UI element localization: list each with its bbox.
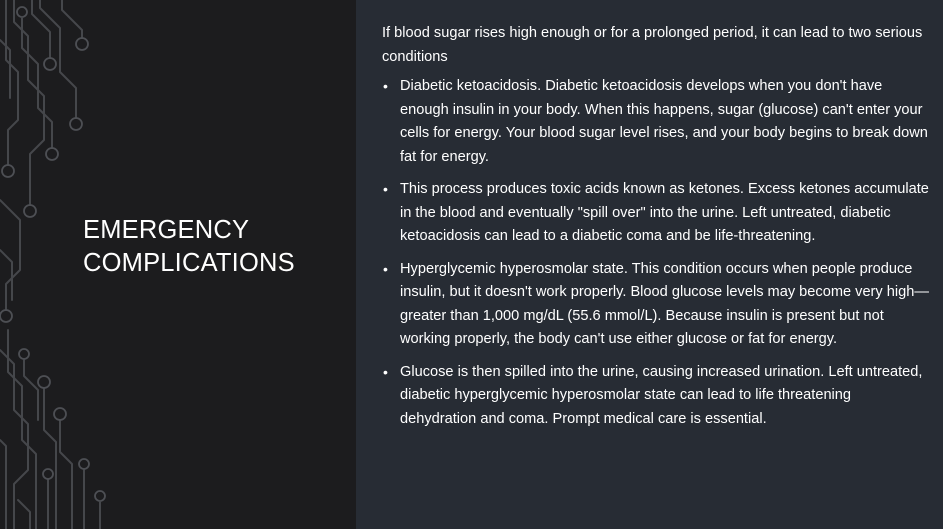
bullet-text: Hyperglycemic hyperosmolar state. This condition occurs when people produce insulin, but it doesn't work properly. Blood glucose levels may become very high— greater than 1,000 mg/dL (55.6 mmol/L). Because insulin is present but not working properly, the body can't use either glucose or fat for energy.: [400, 260, 929, 347]
content-body: [382, 22, 930, 440]
list-item: [382, 258, 930, 352]
bullet-icon: •: [383, 78, 388, 94]
list-item: [382, 178, 930, 249]
bullet-text: This process produces toxic acids known as ketones. Excess ketones accumulate in the blood and eventually "spill over" into the urine. Left untreated, diabetic ketoacidosis can lead to a diabetic coma and be life-threatening.: [400, 181, 929, 244]
slide-title: [83, 214, 343, 280]
slide-title-line-1: EMERGENCY: [83, 216, 250, 244]
list-item: [382, 361, 930, 432]
title-panel: [0, 0, 356, 529]
bullet-list: [382, 75, 930, 431]
list-item: [382, 75, 930, 169]
intro-text: If blood sugar rises high enough or for a prolonged period, it can lead to two serious conditions: [382, 25, 923, 65]
slide-title-line-2: COMPLICATIONS: [83, 249, 295, 277]
content-panel: [356, 0, 943, 529]
bullet-text: Glucose is then spilled into the urine, causing increased urination. Left untreated, diabetic hyperglycemic hyperosmolar state can lead to life threatening dehydration and coma. Prompt medical care is essential.: [400, 363, 923, 427]
bullet-icon: •: [383, 181, 388, 197]
bullet-icon: •: [383, 363, 388, 380]
bullet-text: Diabetic ketoacidosis. Diabetic ketoacidosis develops when you don't have enough insulin in your body. When this happens, sugar (glucose) can't enter your cells for energy. Your blood sugar level rises, and your body begins to break down fat for energy.: [400, 78, 928, 165]
bullet-icon: •: [383, 260, 388, 277]
